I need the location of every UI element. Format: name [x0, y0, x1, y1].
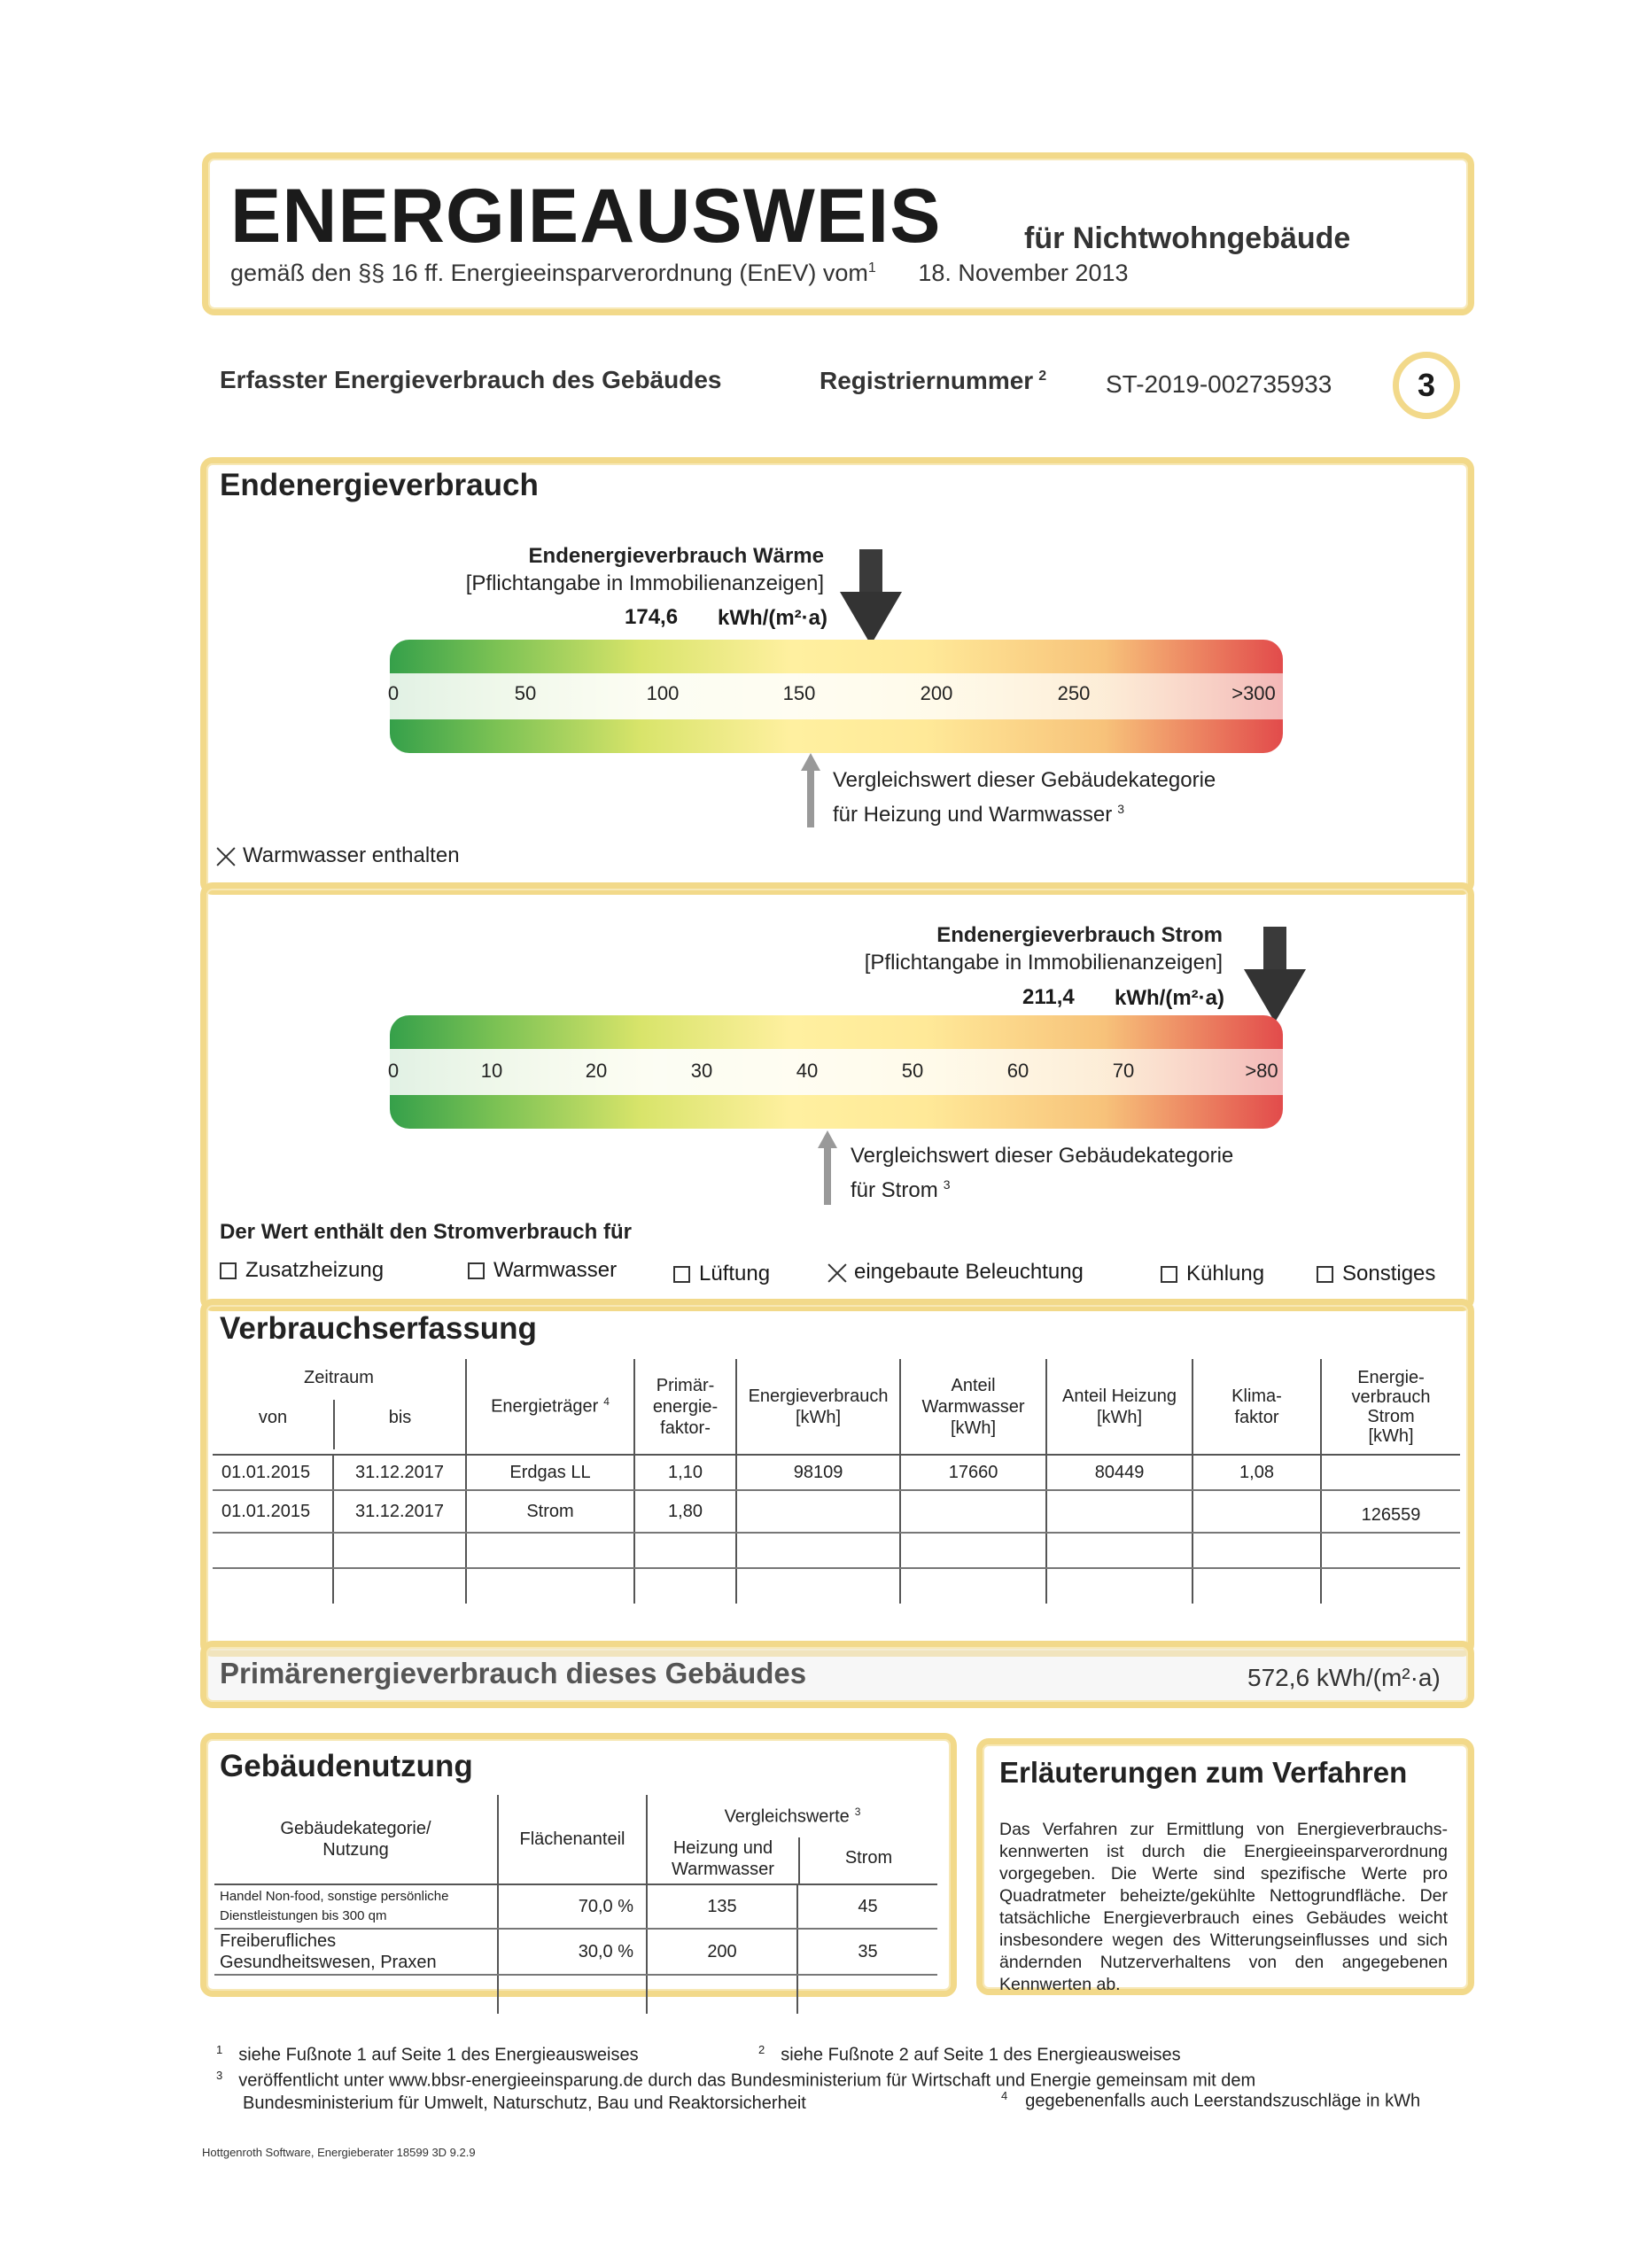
- section-title-verbrauch: Erfasster Energieverbrauch des Gebäudes: [220, 366, 722, 393]
- heat-tick: 200: [920, 682, 953, 704]
- software-credit: Hottgenroth Software, Energieberater 18599 3D 9.2.9: [202, 2146, 476, 2159]
- footnote-2: [758, 2043, 1181, 2066]
- traeger-label: Energieträger: [491, 1396, 599, 1417]
- zeitraum-sub: [213, 1400, 465, 1449]
- table-row: [214, 1884, 937, 1929]
- heat-tick: 250: [1057, 682, 1091, 704]
- vergleich-label: Vergleichswerte: [724, 1806, 850, 1827]
- legal-date: 18. November 2013: [918, 260, 1129, 286]
- ww-header: Anteil Warmwasser [kWh]: [900, 1359, 1046, 1455]
- table-cell: [736, 1533, 900, 1568]
- table-row: [213, 1568, 1460, 1604]
- table-cell: [900, 1490, 1046, 1533]
- vergleich-sup: 3: [854, 1806, 861, 1818]
- table-cell: 17660: [900, 1455, 1046, 1490]
- table-cell: 200: [647, 1929, 797, 1975]
- option-label: Warmwasser: [493, 1258, 618, 1282]
- table-cell: Handel Non-food, sonstige persönliche Dienstleistungen bis 300 qm: [214, 1884, 498, 1929]
- table-cell: [1321, 1568, 1460, 1604]
- flaeche-header: Flächenanteil: [498, 1795, 647, 1884]
- legal-sup: 1: [867, 260, 876, 276]
- power-tick: 10: [480, 1060, 503, 1082]
- power-value: 211,4: [1022, 985, 1075, 1009]
- power-tick: 0: [387, 1060, 400, 1082]
- power-value-arrow-icon: [1244, 927, 1306, 1024]
- power-tick: 50: [901, 1060, 924, 1082]
- power-includes-title: Der Wert enthält den Stromverbrauch für: [220, 1220, 632, 1244]
- table-row: [214, 1929, 937, 1975]
- power-tick: 20: [585, 1060, 608, 1082]
- power-option-beleuchtung[interactable]: [827, 1260, 1084, 1285]
- legal-basis: [230, 260, 1129, 287]
- heat-section-title: Endenergieverbrauch: [220, 468, 539, 502]
- heat-compare-sup: 3: [1117, 802, 1125, 816]
- strom-header: Energie- verbrauch Strom [kWh]: [1321, 1359, 1460, 1455]
- vergleich-header: [647, 1795, 937, 1884]
- table-cell: 30,0 %: [498, 1929, 647, 1975]
- footnote-3-line1: [216, 2064, 1255, 2093]
- heat-compare-line2: für Heizung und Warmwasser: [833, 803, 1113, 827]
- table-cell: [466, 1533, 634, 1568]
- power-tick: >80: [1245, 1060, 1278, 1082]
- table-cell: [1321, 1455, 1460, 1490]
- heat-ticks: [387, 682, 1283, 709]
- table-cell: [498, 1975, 647, 2014]
- explanation-title: Erläuterungen zum Verfahren: [999, 1756, 1408, 1789]
- footnote-2-text: siehe Fußnote 2 auf Seite 1 des Energieausweises: [781, 2045, 1181, 2065]
- explanation-text: Das Verfahren zur Ermittlung von Energieverbrauchs-kennwerten ist durch die Energieeinsparverordnung vorgegeben. Die Werte sind spezifische Werte pro Quadratmeter beheizte/gekühlte Nettogrundfläche. Der tatsächliche Energieverbrauch eines Gebäudes weicht insbesondere wegen des Witterungseinflusses und sich ändernden Nutzerverhaltens von den angegebenen Kennwerten ab.: [999, 1820, 1448, 1994]
- table-cell: [1046, 1568, 1193, 1604]
- warmwasser-check[interactable]: [216, 843, 460, 868]
- power-tick: 30: [690, 1060, 713, 1082]
- heat-value-arrow-icon: [840, 549, 902, 647]
- consumption-table: [213, 1359, 1460, 1604]
- table-cell: 80449: [1046, 1455, 1193, 1490]
- table-cell: [634, 1568, 736, 1604]
- registration-number: ST-2019-002735933: [1106, 370, 1332, 398]
- table-cell: 126559: [1321, 1490, 1460, 1533]
- checkbox-icon: [220, 1262, 237, 1279]
- vergleich-label-wrap: [648, 1795, 937, 1837]
- strom-sub-label: Strom: [844, 1848, 893, 1868]
- heat-tick: 50: [514, 682, 537, 704]
- zeitraum-label: Zeitraum: [304, 1368, 374, 1387]
- table-cell: [333, 1568, 466, 1604]
- registration-label: [820, 367, 1046, 395]
- table-row: [213, 1490, 1460, 1533]
- table-cell: [647, 1975, 797, 2014]
- traeger-sup: 4: [603, 1395, 610, 1409]
- table-cell: [1193, 1533, 1321, 1568]
- power-label-line2: [Pflichtangabe in Immobilienanzeigen]: [864, 951, 1223, 975]
- table-cell: [213, 1533, 333, 1568]
- table-cell: [1046, 1490, 1193, 1533]
- zeitraum-header: [213, 1359, 466, 1455]
- consumption-section-title: Verbrauchserfassung: [220, 1311, 537, 1346]
- heat-tick: 0: [387, 682, 400, 704]
- option-label: Lüftung: [699, 1262, 771, 1285]
- option-label: eingebaute Beleuchtung: [854, 1260, 1084, 1284]
- power-option-lueftung[interactable]: [673, 1262, 770, 1286]
- power-tick: 70: [1112, 1060, 1135, 1082]
- table-cell: 31.12.2017: [333, 1490, 466, 1533]
- table-cell: 1,80: [634, 1490, 736, 1533]
- table-cell: 98109: [736, 1455, 900, 1490]
- heat-unit: kWh/(m²·a): [718, 606, 827, 630]
- table-cell: 45: [797, 1884, 937, 1929]
- table-cell: 135: [647, 1884, 797, 1929]
- power-tick: 40: [796, 1060, 819, 1082]
- document-subtitle: für Nichtwohngebäude: [1024, 221, 1351, 255]
- heat-tick: 150: [782, 682, 816, 704]
- footnote-4: [1001, 2089, 1420, 2112]
- checkbox-icon: [1317, 1266, 1333, 1283]
- footnote-2-sup: 2: [758, 2043, 765, 2056]
- heat-compare-label: [833, 766, 1216, 829]
- page-number: 3: [1417, 367, 1436, 403]
- table-cell: [900, 1568, 1046, 1604]
- page-number-badge: [1393, 352, 1460, 419]
- table-cell: [634, 1533, 736, 1568]
- heat-label: [443, 542, 824, 597]
- footnote-3-text-a: veröffentlicht unter www.bbsr-energieeinsparung.de durch das Bundesministerium für Wirtschaft und Energie gemeinsam mit dem: [238, 2070, 1256, 2091]
- legal-text: gemäß den §§ 16 ff. Energieeinsparverordnung (EnEV) vom: [230, 260, 868, 286]
- warmwasser-label: Warmwasser enthalten: [243, 843, 460, 867]
- checked-icon: [216, 847, 236, 866]
- vergleich-sub: [648, 1837, 937, 1884]
- heat-label-line1: Endenergieverbrauch Wärme: [528, 544, 824, 568]
- power-option-kuehlung[interactable]: [1161, 1262, 1264, 1286]
- kat-header: Gebäudekategorie/ Nutzung: [214, 1795, 498, 1884]
- power-compare-line2: für Strom: [851, 1178, 938, 1202]
- table-cell: [900, 1533, 1046, 1568]
- bis-label: bis: [388, 1408, 412, 1427]
- verbrauch-header: Energieverbrauch [kWh]: [736, 1359, 900, 1455]
- checkbox-icon: [1161, 1266, 1177, 1283]
- table-cell: [466, 1568, 634, 1604]
- building-use-table: [214, 1795, 937, 2014]
- checkbox-icon: [468, 1262, 485, 1279]
- power-option-zusatzheizung[interactable]: [220, 1258, 384, 1283]
- klima-header: Klima- faktor: [1193, 1359, 1321, 1455]
- footnote-4-sup: 4: [1001, 2089, 1008, 2102]
- table-row: [213, 1533, 1460, 1568]
- option-label: Kühlung: [1186, 1262, 1265, 1285]
- power-option-sonstiges[interactable]: [1317, 1262, 1435, 1286]
- footnote-4-text: gegebenenfalls auch Leerstandszuschläge in kWh: [1025, 2091, 1421, 2111]
- power-tick: 60: [1006, 1060, 1029, 1082]
- consumption-header-row: [213, 1359, 1460, 1455]
- option-label: Sonstiges: [1342, 1262, 1436, 1285]
- option-label: Zusatzheizung: [245, 1258, 385, 1282]
- table-cell: Freiberufliches Gesundheitswesen, Praxen: [214, 1929, 498, 1975]
- table-cell: [736, 1490, 900, 1533]
- building-use-header-row: [214, 1795, 937, 1884]
- table-cell: Strom: [466, 1490, 634, 1533]
- table-cell: [1193, 1490, 1321, 1533]
- table-cell: [797, 1975, 937, 2014]
- power-option-warmwasser[interactable]: [468, 1258, 617, 1283]
- heat-compare-line1: Vergleichswert dieser Gebäudekategorie: [833, 768, 1216, 792]
- footnote-1: [216, 2043, 639, 2066]
- von-label: von: [213, 1400, 335, 1449]
- table-row: [213, 1455, 1460, 1490]
- heat-tick: 100: [646, 682, 680, 704]
- table-cell: [1321, 1533, 1460, 1568]
- table-cell: 70,0 %: [498, 1884, 647, 1929]
- power-compare-line1: Vergleichswert dieser Gebäudekategorie: [851, 1144, 1234, 1168]
- power-compare-sup: 3: [943, 1177, 951, 1192]
- table-cell: 1,10: [634, 1455, 736, 1490]
- power-label-line1: Endenergieverbrauch Strom: [936, 923, 1223, 947]
- table-cell: 01.01.2015: [213, 1490, 333, 1533]
- checked-icon: [827, 1263, 847, 1283]
- table-cell: 1,08: [1193, 1455, 1321, 1490]
- power-unit: kWh/(m²·a): [1115, 986, 1224, 1010]
- heiz-header: Anteil Heizung [kWh]: [1046, 1359, 1193, 1455]
- footnote-3-sup: 3: [216, 2069, 223, 2082]
- table-cell: [1193, 1568, 1321, 1604]
- primary-energy-label: Primärenergieverbrauch dieses Gebäudes: [220, 1657, 807, 1689]
- heat-compare-arrow-icon: [801, 753, 820, 827]
- table-cell: [333, 1533, 466, 1568]
- table-cell: 01.01.2015: [213, 1455, 333, 1490]
- registration-sup: 2: [1038, 368, 1047, 384]
- building-use-title: Gebäudenutzung: [220, 1749, 473, 1783]
- primary-energy-value: 572,6 kWh/(m²·a): [1247, 1664, 1441, 1691]
- table-cell: [213, 1568, 333, 1604]
- footnote-1-sup: 1: [216, 2043, 223, 2056]
- table-row: [214, 1975, 937, 2014]
- document-title: ENERGIEAUSWEIS: [230, 174, 942, 259]
- heat-compare-line2-wrap: [833, 795, 1216, 829]
- table-cell: 35: [797, 1929, 937, 1975]
- registration-label-text: Registriernummer: [820, 367, 1034, 394]
- table-cell: [1046, 1533, 1193, 1568]
- power-compare-line2-wrap: [851, 1170, 1233, 1205]
- power-compare-arrow-icon: [818, 1130, 837, 1205]
- table-cell: [736, 1568, 900, 1604]
- table-cell: Erdgas LL: [466, 1455, 634, 1490]
- footnote-3-text-b: Bundesministerium für Umwelt, Naturschutz, Bau und Reaktorsicherheit: [243, 2093, 806, 2113]
- checkbox-icon: [673, 1266, 690, 1283]
- power-compare-label: [851, 1142, 1233, 1205]
- table-cell: [214, 1975, 498, 2014]
- heat-value: 174,6: [625, 605, 679, 629]
- heat-tick: >300: [1231, 682, 1276, 704]
- power-label: [833, 921, 1223, 976]
- heiz-sub-label: Heizung und Warmwasser: [648, 1837, 800, 1884]
- primaer-header: Primär- energie- faktor-: [634, 1359, 736, 1455]
- heat-label-line2: [Pflichtangabe in Immobilienanzeigen]: [465, 571, 824, 595]
- table-cell: 31.12.2017: [333, 1455, 466, 1490]
- power-ticks: [387, 1060, 1283, 1086]
- footnote-1-text: siehe Fußnote 1 auf Seite 1 des Energieausweises: [238, 2045, 639, 2065]
- traeger-header: [466, 1359, 634, 1455]
